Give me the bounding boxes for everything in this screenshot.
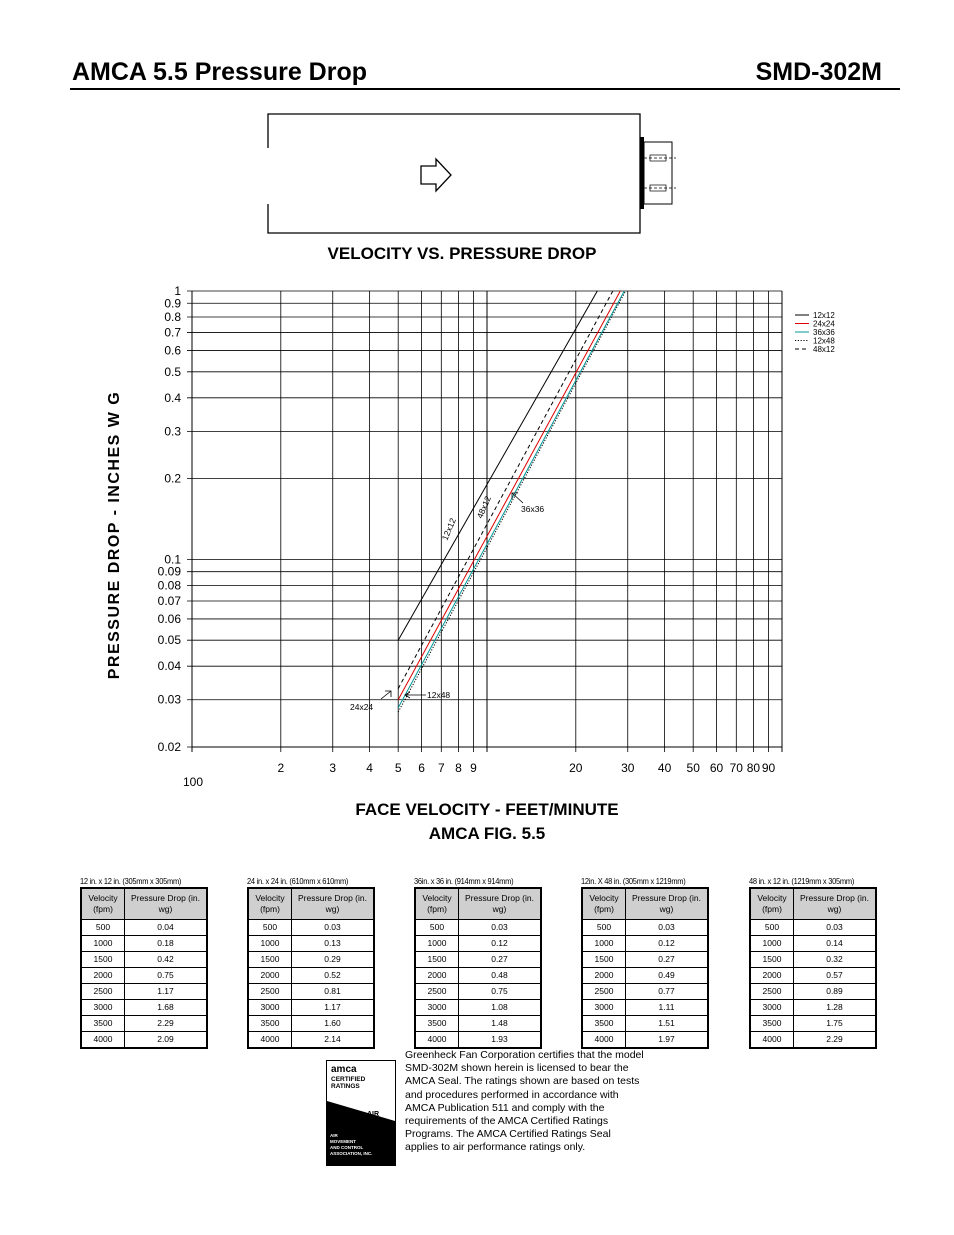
velocity-cell: 1500 <box>750 952 794 968</box>
table-caption: 36in. x 36 in. (914mm x 914mm) <box>414 876 514 886</box>
y-tick-label: 0.06 <box>157 611 181 626</box>
y-tick-label: 0.2 <box>164 471 181 486</box>
x-tick-label: 70 <box>729 761 743 775</box>
x-tick-label: 90 <box>761 761 776 775</box>
velocity-cell: 3500 <box>415 1016 459 1032</box>
pressure-drop-table <box>414 876 542 1049</box>
x-tick-label: 9 <box>470 761 477 775</box>
velocity-cell: 3000 <box>582 1000 626 1016</box>
svg-text:amca: amca <box>331 1064 357 1075</box>
velocity-cell: 2500 <box>81 984 125 1000</box>
annotation-pointer <box>381 691 391 699</box>
velocity-cell: 2000 <box>415 968 459 984</box>
amca-seal-logo <box>326 1060 396 1166</box>
y-tick-label: 1 <box>174 284 181 298</box>
velocity-cell: 1000 <box>81 936 125 952</box>
velocity-cell: 3500 <box>81 1016 125 1032</box>
pressure-drop-cell: 0.89 <box>794 984 877 1000</box>
pressure-drop-table <box>247 876 375 1049</box>
velocity-cell: 1000 <box>248 936 292 952</box>
x-tick-label: 50 <box>686 761 700 775</box>
chart-title: VELOCITY VS. PRESSURE DROP <box>327 244 597 263</box>
pressure-drop-cell: 0.77 <box>626 984 709 1000</box>
table-row <box>81 1032 207 1049</box>
velocity-cell: 1000 <box>750 936 794 952</box>
table-row <box>81 920 207 936</box>
x-tick-label: 4 <box>366 761 373 775</box>
legend-label: 48x12 <box>813 345 835 354</box>
table-row <box>582 1016 708 1032</box>
y-tick-label: 0.1 <box>164 552 181 567</box>
figure-label: AMCA FIG. 5.5 <box>428 824 546 843</box>
pressure-drop-cell: 0.13 <box>292 936 375 952</box>
pressure-drop-cell: 0.42 <box>125 952 208 968</box>
pressure-drop-table <box>581 876 709 1049</box>
table-row <box>81 1016 207 1032</box>
table-row <box>582 1000 708 1016</box>
table-row <box>415 1016 541 1032</box>
pressure-drop-cell: 0.12 <box>459 936 542 952</box>
pressure-drop-cell: 0.49 <box>626 968 709 984</box>
pressure-drop-cell: 0.75 <box>459 984 542 1000</box>
table-row <box>582 984 708 1000</box>
velocity-cell: 3000 <box>81 1000 125 1016</box>
pressure-drop-cell: 1.11 <box>626 1000 709 1016</box>
column-header-velocity: Velocity (fpm) <box>582 888 626 920</box>
column-header-pressure-drop: Pressure Drop (in. wg) <box>459 888 542 920</box>
series-line-12x12 <box>398 291 597 640</box>
table-row <box>415 1000 541 1016</box>
pressure-drop-cell: 0.04 <box>125 920 208 936</box>
velocity-cell: 3500 <box>582 1016 626 1032</box>
y-tick-label: 0.02 <box>157 740 181 754</box>
series-line-12x48 <box>398 291 625 712</box>
series-line-24x24 <box>398 291 620 700</box>
table-caption: 24 in. x 24 in. (610mm x 610mm) <box>247 876 349 886</box>
table-row <box>415 920 541 936</box>
table-row <box>750 1016 876 1032</box>
pressure-drop-cell: 2.29 <box>125 1016 208 1032</box>
y-tick-label: 0.08 <box>157 578 181 593</box>
velocity-cell: 3500 <box>248 1016 292 1032</box>
column-header-pressure-drop: Pressure Drop (in. wg) <box>626 888 709 920</box>
velocity-cell: 1500 <box>582 952 626 968</box>
velocity-cell: 3000 <box>415 1000 459 1016</box>
y-tick-label: 0.4 <box>164 390 181 405</box>
table-row <box>415 936 541 952</box>
pressure-drop-cell: 1.97 <box>626 1032 709 1049</box>
y-tick-label: 0.6 <box>164 343 181 358</box>
velocity-cell: 2500 <box>248 984 292 1000</box>
table-row <box>248 952 374 968</box>
pressure-drop-cell: 0.03 <box>626 920 709 936</box>
table-row <box>582 920 708 936</box>
page-title: AMCA 5.5 Pressure Drop <box>72 58 367 86</box>
table-row <box>248 1000 374 1016</box>
pressure-drop-cell: 0.81 <box>292 984 375 1000</box>
svg-text:RATINGS: RATINGS <box>331 1083 360 1090</box>
pressure-drop-cell: 0.27 <box>626 952 709 968</box>
velocity-cell: 4000 <box>582 1032 626 1049</box>
table-row <box>582 936 708 952</box>
velocity-cell: 4000 <box>415 1032 459 1049</box>
amca-seal-graphic <box>327 1061 395 1165</box>
x-tick-label: 40 <box>657 761 672 775</box>
velocity-cell: 2000 <box>750 968 794 984</box>
pressure-drop-cell: 0.29 <box>292 952 375 968</box>
y-tick-label: 0.9 <box>164 296 181 311</box>
table-row <box>750 984 876 1000</box>
pressure-drop-cell: 0.12 <box>626 936 709 952</box>
series-line-36x36 <box>398 291 624 708</box>
pressure-drop-cell: 0.18 <box>125 936 208 952</box>
column-header-velocity: Velocity (fpm) <box>415 888 459 920</box>
table-row <box>750 952 876 968</box>
table-caption: 12 in. x 12 in. (305mm x 305mm) <box>80 876 182 886</box>
model-number: SMD-302M <box>755 58 882 86</box>
x-tick-label: 6 <box>418 761 425 775</box>
pressure-drop-cell: 1.68 <box>125 1000 208 1016</box>
x-tick-label: 8 <box>455 761 462 775</box>
pressure-drop-cell: 1.17 <box>125 984 208 1000</box>
table-row <box>248 920 374 936</box>
velocity-cell: 2500 <box>415 984 459 1000</box>
table-row <box>750 920 876 936</box>
velocity-cell: 2000 <box>582 968 626 984</box>
velocity-cell: 500 <box>415 920 459 936</box>
table-row <box>582 952 708 968</box>
legend-label: 12x48 <box>813 336 835 346</box>
column-header-velocity: Velocity (fpm) <box>81 888 125 920</box>
table-row <box>81 984 207 1000</box>
y-tick-label: 0.03 <box>157 692 181 707</box>
svg-text:ASSOCIATION, INC.: ASSOCIATION, INC. <box>330 1151 373 1156</box>
x-tick-label: 2 <box>277 761 285 775</box>
pressure-drop-cell: 0.14 <box>794 936 877 952</box>
table-row <box>750 1032 876 1049</box>
pressure-drop-cell: 1.75 <box>794 1016 877 1032</box>
table-row <box>750 968 876 984</box>
x-origin-label: 100 <box>182 775 204 789</box>
table <box>247 887 375 1049</box>
pressure-drop-cell: 2.29 <box>794 1032 877 1049</box>
table-row <box>582 968 708 984</box>
pressure-drop-cell: 1.93 <box>459 1032 542 1049</box>
x-tick-label: 3 <box>329 761 337 775</box>
table-row <box>248 936 374 952</box>
table-row <box>415 1032 541 1049</box>
y-tick-label: 0.5 <box>164 364 181 379</box>
velocity-cell: 500 <box>582 920 626 936</box>
x-axis-title: FACE VELOCITY - FEET/MINUTE <box>355 800 619 819</box>
velocity-cell: 1500 <box>415 952 459 968</box>
table <box>581 887 709 1049</box>
annotation-48x12: 48x12 <box>474 494 493 520</box>
svg-text:AIR: AIR <box>367 1111 380 1118</box>
table-row <box>81 968 207 984</box>
annotation-12x48: 12x48 <box>427 690 451 700</box>
x-tick-label: 7 <box>437 761 445 775</box>
annotation-36x36: 36x36 <box>521 504 545 514</box>
velocity-cell: 4000 <box>81 1032 125 1049</box>
table-row <box>248 968 374 984</box>
velocity-cell: 2500 <box>750 984 794 1000</box>
column-header-pressure-drop: Pressure Drop (in. wg) <box>794 888 877 920</box>
velocity-cell: 2500 <box>582 984 626 1000</box>
pressure-drop-cell: 0.03 <box>794 920 877 936</box>
pressure-drop-cell: 0.52 <box>292 968 375 984</box>
y-tick-label: 0.09 <box>157 564 181 579</box>
table-row <box>81 936 207 952</box>
velocity-cell: 2000 <box>248 968 292 984</box>
y-tick-label: 0.7 <box>164 325 181 340</box>
table <box>80 887 208 1049</box>
annotation-12x12: 12x12 <box>439 516 458 542</box>
velocity-cell: 500 <box>248 920 292 936</box>
table-row <box>415 984 541 1000</box>
svg-text:PERFORMANCE: PERFORMANCE <box>362 1119 390 1123</box>
pressure-drop-cell: 1.08 <box>459 1000 542 1016</box>
pressure-drop-table <box>749 876 877 1049</box>
column-header-velocity: Velocity (fpm) <box>750 888 794 920</box>
table-caption: 12in. X 48 in. (305mm x 1219mm) <box>581 876 686 886</box>
column-header-pressure-drop: Pressure Drop (in. wg) <box>125 888 208 920</box>
velocity-cell: 4000 <box>750 1032 794 1049</box>
table <box>749 887 877 1049</box>
y-axis-title: PRESSURE DROP - INCHES W G <box>106 390 123 680</box>
velocity-cell: 4000 <box>248 1032 292 1049</box>
table-row <box>415 952 541 968</box>
table-row <box>750 1000 876 1016</box>
x-tick-label: 60 <box>709 761 724 775</box>
table-row <box>750 936 876 952</box>
pressure-drop-cell: 0.32 <box>794 952 877 968</box>
velocity-cell: 3500 <box>750 1016 794 1032</box>
certification-text: Greenheck Fan Corporation certifies that the model SMD-302M shown herein is licensed to bear the AMCA Seal. The ratings shown are based on tests and procedures performed in accordance with AMCA Publication 511 and comply with the requirements of the AMCA Certified Ratings Programs. The AMCA Certified Ratings Seal applies to air performance ratings only. <box>405 1049 644 1154</box>
table-row <box>248 1016 374 1032</box>
pressure-drop-cell: 1.48 <box>459 1016 542 1032</box>
x-tick-label: 80 <box>746 761 761 775</box>
table-row <box>81 952 207 968</box>
velocity-cell: 500 <box>81 920 125 936</box>
legend-label: 24x24 <box>813 319 835 329</box>
x-tick-label: 30 <box>621 761 635 775</box>
table-row <box>248 984 374 1000</box>
legend-label: 36x36 <box>813 328 835 337</box>
velocity-cell: 1000 <box>582 936 626 952</box>
legend-label: 12x12 <box>813 311 835 320</box>
pressure-drop-cell: 2.09 <box>125 1032 208 1049</box>
y-tick-label: 0.07 <box>157 593 181 608</box>
velocity-cell: 500 <box>750 920 794 936</box>
pressure-drop-cell: 1.17 <box>292 1000 375 1016</box>
column-header-pressure-drop: Pressure Drop (in. wg) <box>292 888 375 920</box>
pressure-drop-table <box>80 876 208 1049</box>
annotation-24x24: 24x24 <box>350 702 374 712</box>
velocity-cell: 3000 <box>248 1000 292 1016</box>
x-tick-label: 5 <box>394 761 402 775</box>
pressure-drop-cell: 0.03 <box>459 920 542 936</box>
svg-text:MOVEMENT: MOVEMENT <box>330 1139 357 1144</box>
pressure-drop-cell: 0.27 <box>459 952 542 968</box>
velocity-cell: 1000 <box>415 936 459 952</box>
pressure-drop-cell: 0.48 <box>459 968 542 984</box>
y-tick-label: 0.04 <box>157 659 181 674</box>
x-tick-label: 20 <box>569 761 583 775</box>
svg-text:CERTIFIED: CERTIFIED <box>331 1076 366 1083</box>
table-caption: 48 in. x 12 in. (1219mm x 305mm) <box>749 876 855 886</box>
pressure-drop-cell: 1.60 <box>292 1016 375 1032</box>
pressure-drop-cell: 1.28 <box>794 1000 877 1016</box>
y-tick-label: 0.3 <box>164 424 181 439</box>
svg-text:AND CONTROL: AND CONTROL <box>330 1145 364 1150</box>
column-header-velocity: Velocity (fpm) <box>248 888 292 920</box>
table-row <box>415 968 541 984</box>
velocity-cell: 3000 <box>750 1000 794 1016</box>
table-row <box>582 1032 708 1049</box>
pressure-drop-cell: 0.75 <box>125 968 208 984</box>
annotation-pointer <box>512 493 523 503</box>
pressure-drop-cell: 0.57 <box>794 968 877 984</box>
pressure-drop-cell: 0.03 <box>292 920 375 936</box>
velocity-cell: 2000 <box>81 968 125 984</box>
pressure-drop-cell: 1.51 <box>626 1016 709 1032</box>
velocity-cell: 1500 <box>248 952 292 968</box>
table <box>414 887 542 1049</box>
velocity-cell: 1500 <box>81 952 125 968</box>
y-tick-label: 0.8 <box>164 310 181 325</box>
table-row <box>248 1032 374 1049</box>
table-row <box>81 1000 207 1016</box>
svg-text:AIR: AIR <box>330 1133 338 1138</box>
pressure-drop-cell: 2.14 <box>292 1032 375 1049</box>
y-tick-label: 0.05 <box>157 633 181 648</box>
